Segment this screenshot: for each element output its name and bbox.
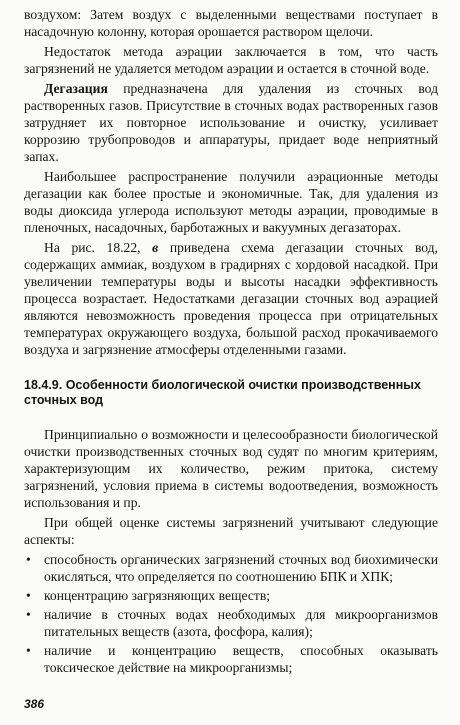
body-text bbox=[24, 6, 438, 678]
bullet-icon: • bbox=[26, 607, 31, 622]
degassing-term: Дегазация bbox=[44, 81, 108, 96]
list-item bbox=[24, 551, 438, 585]
page-number: 386 bbox=[24, 697, 45, 711]
list-item-text: концентрацию загрязняющих веществ; bbox=[44, 588, 271, 603]
paragraph-degassing-definition bbox=[24, 80, 438, 165]
figure-ref-after: приведена схема дегазации сточных вод, содержащих аммиак, воздухом в градирнях с хордовой насадкой. При увеличении температуры воды и высоты насадки эффективность процесса возрастает. Недостатками дегазации сточных вод аэрацией являются невозможность проведения процесса при отрицательных температурах окружающего воздуха, большой расход прокачиваемого воздуха и загрязнение атмосферы отделенными газами. bbox=[24, 240, 438, 357]
paragraph-aspects-intro: При общей оценке системы загрязнений учитывают следующие аспекты: bbox=[24, 515, 438, 547]
list-item-text: наличие в сточных водах необходимых для микроорганизмов питательных веществ (азота, фосфора, калия); bbox=[44, 607, 438, 639]
figure-ref-letter: в bbox=[152, 240, 159, 255]
degassing-text: предназначена для удаления из сточных вод растворенных газов. Присутствие в сточных водах растворенных газов затрудняет их повторное использование и очистку, усиливает коррозию трубопроводов и аппаратуры, придает воде неприятный запах. bbox=[24, 81, 438, 164]
list-item-text: способность органических загрязнений сточных вод биохимически окисляться, что определяется по соотношению БПК и ХПК; bbox=[44, 552, 438, 584]
list-item bbox=[24, 642, 438, 676]
paragraph-figure-reference bbox=[24, 239, 438, 358]
paragraph-biological-criteria: Принципиально о возможности и целесообразности биологической очистки производственных сточных вод судят по многим критериям, характеризующим их количество, режим притока, систему загрязнений, условия приема в системы водоотведения, возможность использования и пр. bbox=[24, 427, 438, 510]
bullet-icon: • bbox=[26, 588, 31, 603]
aspects-list bbox=[24, 551, 438, 676]
paragraph-aeration-drawback: Недостаток метода аэрации заключается в том, что часть загрязнений не удаляется методом аэрации и остается в сточной воде. bbox=[24, 44, 438, 76]
paragraph-aeration-methods: Наибольшее распространение получили аэрационные методы дегазации как более простые и экономичные. Так, для удаления из воды диоксида углерода используют методы аэрации, проводимые в пленочных, насадочных, барботажных и вакуумных дегазаторах. bbox=[24, 169, 438, 235]
bullet-icon: • bbox=[26, 552, 31, 567]
figure-ref-before: На рис. 18.22, bbox=[44, 240, 153, 255]
list-item-text: наличие и концентрацию веществ, способных оказывать токсическое действие на микроорганизмы; bbox=[44, 643, 438, 675]
list-item bbox=[24, 606, 438, 640]
bullet-icon: • bbox=[26, 643, 31, 658]
section-heading: 18.4.9. Особенности биологической очистки производственных сточных вод bbox=[24, 378, 421, 407]
list-item bbox=[24, 587, 438, 604]
paragraph-aeration-continuation: воздухом: Затем воздух с выделенными веществами поступает в насадочную колонну, которая орошается раствором щелочи. bbox=[24, 7, 438, 39]
